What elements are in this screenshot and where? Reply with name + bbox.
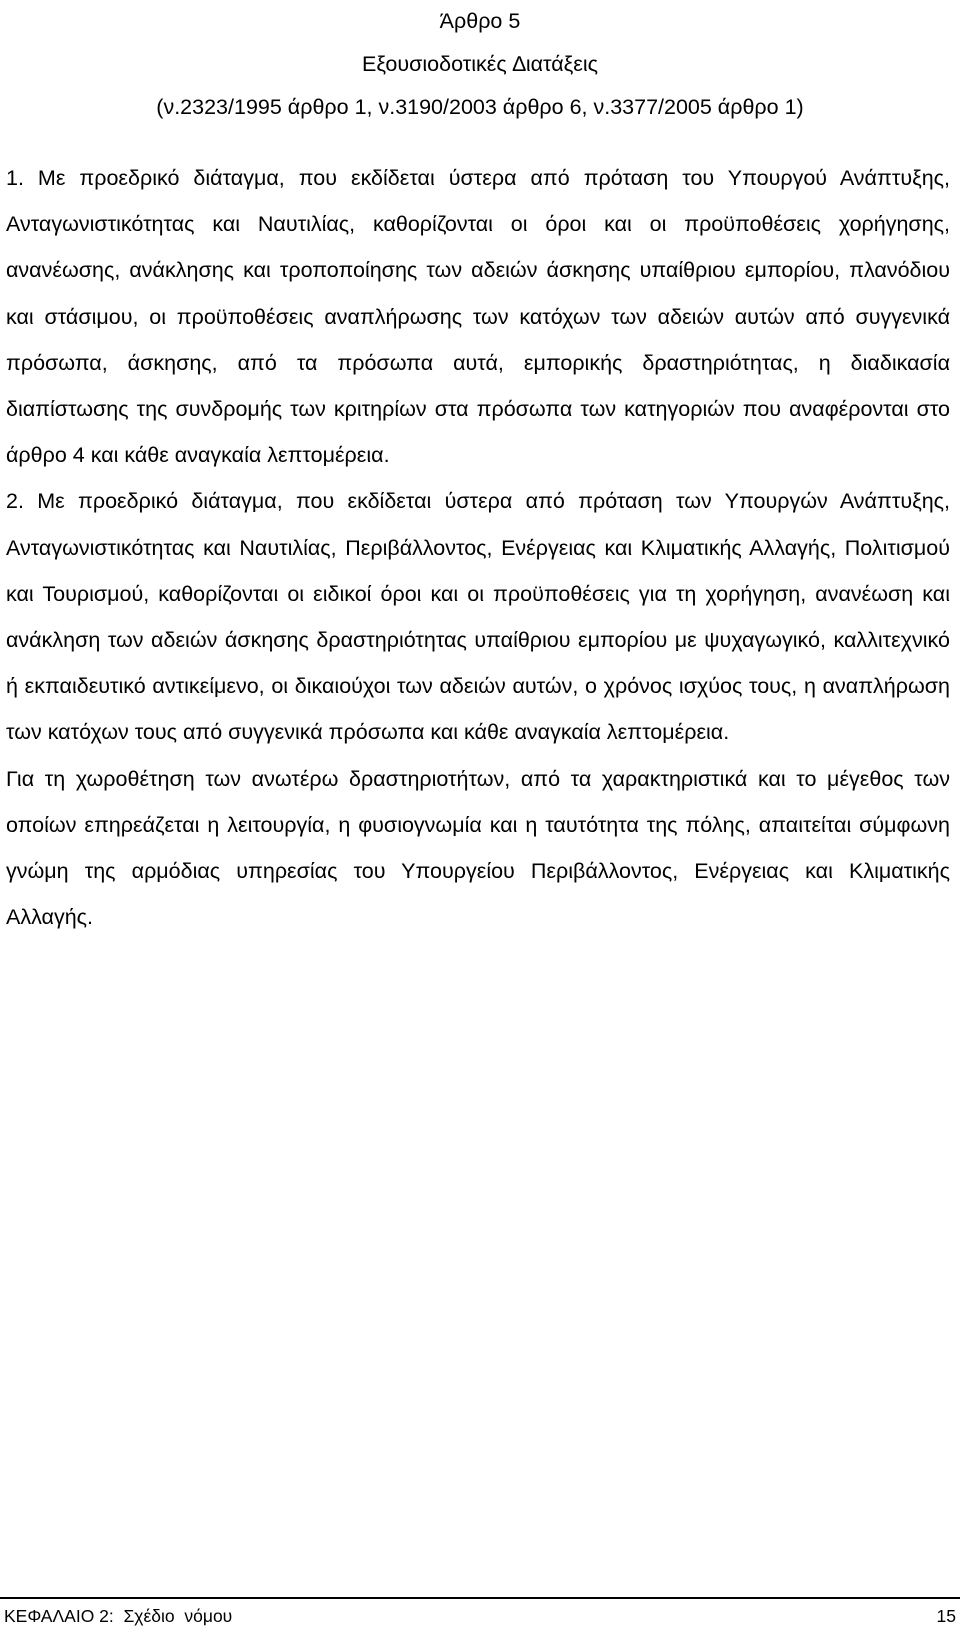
paragraph-1: 1. Με προεδρικό διάταγμα, που εκδίδεται ύστερα από πρόταση του Υπουργού Ανάπτυξης, Ανταγωνιστικότητας και Ναυτιλίας, καθορίζονται οι όροι και οι προϋποθέσεις χορήγησης, ανανέωσης, ανάκλησης και τροποποίησης των αδειών άσκησης υπαίθριου εμπορίου, πλανόδιου και στάσιμου, οι προϋποθέσεις αναπλήρωσης των κατόχων των αδειών αυτών από συγγενικά πρόσωπα, άσκησης, από τα πρόσωπα αυτά, εμπορικής δραστηριότητας, η διαδικασία διαπίστωσης της συνδρομής των κριτηρίων στα πρόσωπα των κατηγοριών που αναφέρονται στο άρθρο 4 και κάθε αναγκαία λεπτομέρεια.: [6, 166, 950, 468]
article-title: Εξουσιοδοτικές ∆ιατάξεις: [362, 52, 598, 76]
footer-chapter: ΚΕΦΑΛΑΙΟ 2: Σχέδιο νόμου: [4, 1606, 233, 1626]
paragraph-2: 2. Με προεδρικό διάταγμα, που εκδίδεται ύστερα από πρόταση των Υπουργών Ανάπτυξης, Ανταγωνιστικότητας και Ναυτιλίας, Περιβάλλοντος, Ενέργειας και Κλιματικής Αλλαγής, Πολιτισμού και Τουρισμού, καθορίζονται οι ειδικοί όροι και οι προϋποθέσεις για τη χορήγηση, ανανέωση και ανάκληση των αδειών άσκησης δραστηριότητας υπαίθριου εμπορίου με ψυχαγωγικό, καλλιτεχνικό ή εκπαιδευτικό αντικείμενο, οι δικαιούχοι των αδειών αυτών, ο χρόνος ισχύος τους, η αναπλήρωση των κατόχων τους από συγγενικά πρόσωπα και κάθε αναγκαία λεπτομέρεια.: [6, 489, 950, 745]
footer-divider: [0, 1597, 960, 1599]
article-number: Άρθρο 5: [439, 9, 521, 33]
footer-page-number: 15: [936, 1606, 956, 1626]
article-header: [0, 0, 960, 129]
article-body: [6, 155, 950, 940]
paragraph-3: Για τη χωροθέτηση των ανωτέρω δραστηριοτήτων, από τα χαρακτηριστικά και το μέγεθος των οποίων επηρεάζεται η λειτουργία, η φυσιογνωμία και η ταυτότητα της πόλης, απαιτείται σύμφωνη γνώμη της αρμόδιας υπηρεσίας του Υπουργείου Περιβάλλοντος, Ενέργειας και Κλιματικής Αλλαγής.: [6, 766, 950, 930]
page-footer: [0, 1601, 960, 1631]
article-references: (ν.2323/1995 άρθρο 1, ν.3190/2003 άρθρο 6, ν.3377/2005 άρθρο 1): [156, 95, 804, 119]
